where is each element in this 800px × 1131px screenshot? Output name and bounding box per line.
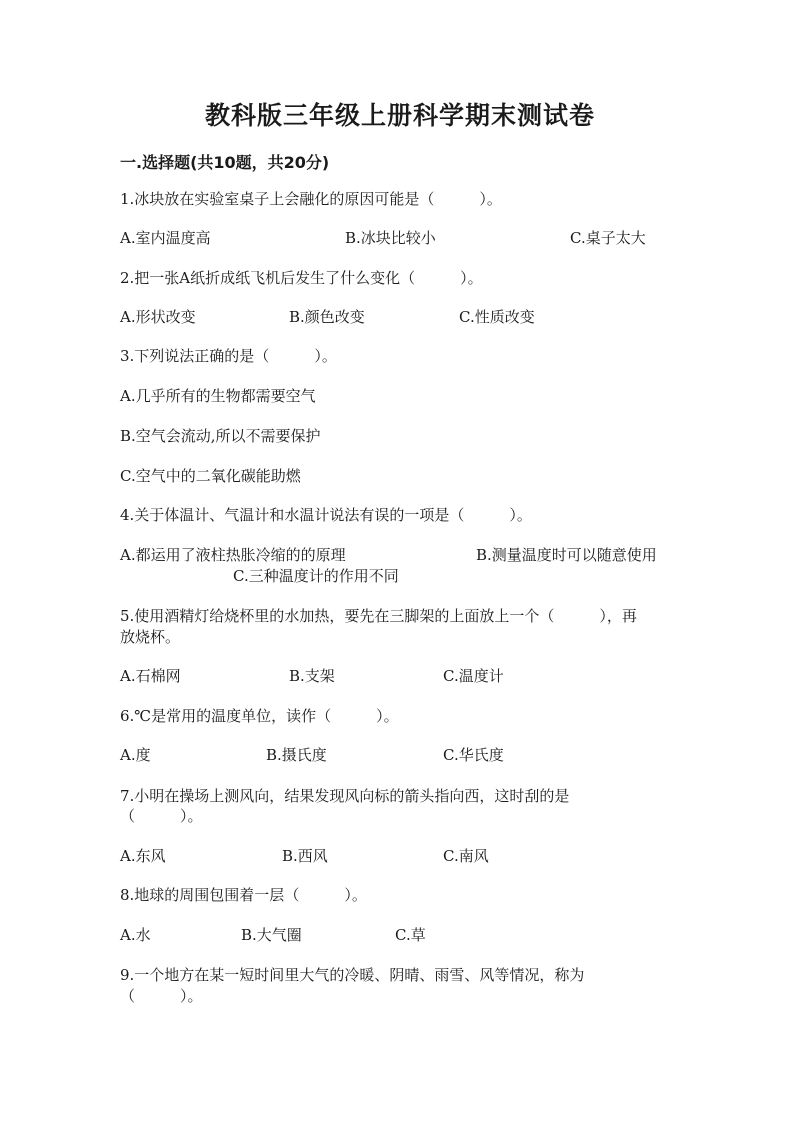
question-4-option-b: B.测量温度时可以随意使用 bbox=[476, 546, 657, 564]
question-1-option-b: B.冰块比较小 bbox=[345, 229, 436, 247]
question-6-option-c: C.华氏度 bbox=[443, 746, 504, 764]
question-8-option-a: A.水 bbox=[120, 926, 151, 944]
section-heading: 一.选择题(共10题，共20分) bbox=[120, 153, 330, 172]
question-1-option-a: A.室内温度高 bbox=[120, 229, 211, 247]
question-3-option-a: A.几乎所有的生物都需要空气 bbox=[120, 387, 316, 405]
question-7-option-a: A.东风 bbox=[120, 847, 166, 865]
question-8-option-c: C.草 bbox=[395, 926, 426, 944]
question-8-option-b: B.大气圈 bbox=[241, 926, 302, 944]
question-4-option-c: C.三种温度计的作用不同 bbox=[233, 567, 399, 585]
question-3-option-b: B.空气会流动,所以不需要保护 bbox=[120, 427, 321, 445]
question-7-option-b: B.西风 bbox=[282, 847, 328, 865]
question-6-option-b: B.摄氏度 bbox=[266, 746, 327, 764]
question-9-stem-line-1: 9.一个地方在某一短时间里大气的冷暖、阴晴、雨雪、风等情况，称为 bbox=[120, 966, 585, 984]
question-1-stem: 1.冰块放在实验室桌子上会融化的原因可能是（ ）。 bbox=[120, 190, 502, 208]
question-2-option-c: C.性质改变 bbox=[459, 308, 535, 326]
question-1-option-c: C.桌子太大 bbox=[570, 229, 646, 247]
page-title: 教科版三年级上册科学期末测试卷 bbox=[204, 101, 595, 130]
question-5-option-c: C.温度计 bbox=[443, 667, 504, 685]
question-5-stem-line-2: 放烧杯。 bbox=[120, 628, 181, 646]
question-2-option-a: A.形状改变 bbox=[120, 308, 196, 326]
question-7-option-c: C.南风 bbox=[443, 847, 489, 865]
question-9-stem-line-2: （ ）。 bbox=[120, 987, 203, 1005]
question-3-stem: 3.下列说法正确的是（ ）。 bbox=[120, 347, 337, 365]
question-7-stem-line-1: 7.小明在操场上测风向，结果发现风向标的箭头指向西，这时刮的是 bbox=[120, 787, 570, 805]
question-3-option-c: C.空气中的二氧化碳能助燃 bbox=[120, 467, 301, 485]
question-5-option-a: A.石棉网 bbox=[120, 667, 181, 685]
question-7-stem-line-2: （ ）。 bbox=[120, 807, 203, 825]
question-6-stem: 6.℃是常用的温度单位，读作（ ）。 bbox=[120, 707, 399, 725]
question-2-stem: 2.把一张A纸折成纸飞机后发生了什么变化（ ）。 bbox=[120, 269, 483, 287]
question-2-option-b: B.颜色改变 bbox=[289, 308, 365, 326]
question-6-option-a: A.度 bbox=[120, 746, 151, 764]
question-4-stem: 4.关于体温计、气温计和水温计说法有误的一项是（ ）。 bbox=[120, 506, 532, 524]
question-5-option-b: B.支架 bbox=[289, 667, 335, 685]
question-5-stem-line-1: 5.使用酒精灯给烧杯里的水加热，要先在三脚架的上面放上一个（ ），再 bbox=[120, 607, 637, 625]
question-8-stem: 8.地球的周围包围着一层（ ）。 bbox=[120, 886, 367, 904]
question-4-option-a: A.都运用了液柱热胀冷缩的的原理 bbox=[120, 546, 346, 564]
